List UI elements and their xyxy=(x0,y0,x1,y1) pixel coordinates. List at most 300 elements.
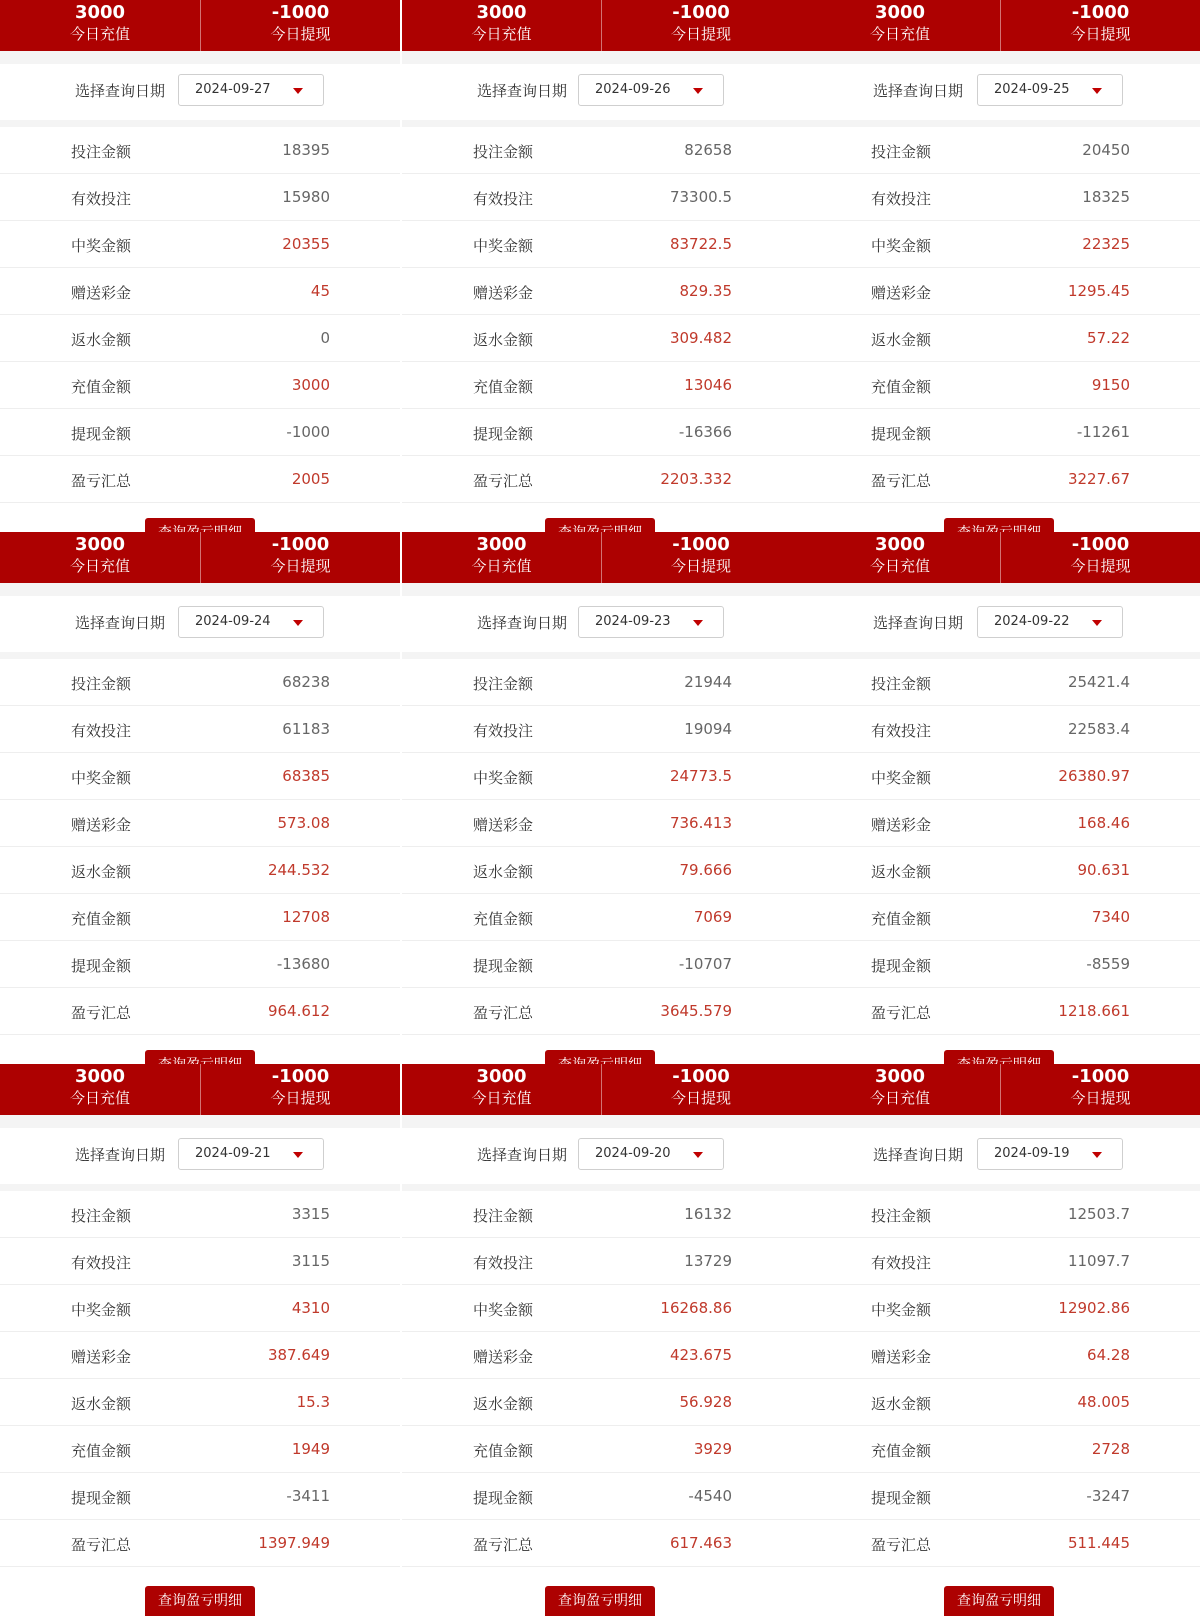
stat-value: 3645.579 xyxy=(660,1002,732,1020)
today-recharge xyxy=(0,532,200,583)
stat-row xyxy=(402,847,800,894)
daily-report-panel xyxy=(402,0,800,532)
date-filter-label: 选择查询日期 xyxy=(477,82,568,100)
today-withdraw-label: 今日提现 xyxy=(1070,25,1131,43)
stat-row xyxy=(402,127,800,174)
divider-band xyxy=(402,51,800,64)
stats-list xyxy=(800,659,1200,1035)
divider-band xyxy=(800,51,1200,64)
chevron-down-icon xyxy=(1092,620,1102,626)
summary-header xyxy=(0,0,400,51)
stats-list xyxy=(402,127,800,503)
stat-row xyxy=(0,221,400,268)
stat-value: 964.612 xyxy=(267,1002,330,1020)
stat-label: 有效投注 xyxy=(71,722,132,740)
divider-band xyxy=(0,652,400,659)
stat-label: 提现金额 xyxy=(71,957,132,975)
stat-row xyxy=(402,706,800,753)
stat-row xyxy=(402,1520,800,1567)
stat-row xyxy=(800,1379,1200,1426)
today-recharge-label: 今日充值 xyxy=(69,557,130,575)
divider-band xyxy=(0,120,400,127)
stat-label: 有效投注 xyxy=(473,1254,534,1272)
divider-band xyxy=(800,1115,1200,1128)
stat-row xyxy=(402,941,800,988)
stat-row xyxy=(0,1238,400,1285)
stat-row xyxy=(800,127,1200,174)
stat-label: 盈亏汇总 xyxy=(71,1004,132,1022)
date-filter-label: 选择查询日期 xyxy=(75,1146,166,1164)
stat-row xyxy=(0,409,400,456)
stat-value: 83722.5 xyxy=(669,235,732,253)
date-select[interactable] xyxy=(578,1138,724,1170)
date-select-value: 2024-09-23 xyxy=(595,614,671,629)
stat-value: 11097.7 xyxy=(1067,1252,1130,1270)
stat-label: 赠送彩金 xyxy=(473,816,534,834)
stat-row xyxy=(800,174,1200,221)
stat-row xyxy=(402,1332,800,1379)
stat-label: 中奖金额 xyxy=(871,237,932,255)
stats-list xyxy=(0,659,400,1035)
today-withdraw-value: -1000 xyxy=(271,2,330,23)
stat-label: 投注金额 xyxy=(71,143,132,161)
stat-label: 充值金额 xyxy=(871,910,932,928)
stat-row xyxy=(402,800,800,847)
stat-row xyxy=(402,456,800,503)
stat-value: -4540 xyxy=(688,1487,732,1505)
stat-label: 赠送彩金 xyxy=(71,816,132,834)
stat-value: 244.532 xyxy=(267,861,330,879)
today-withdraw-value: -1000 xyxy=(672,1066,730,1087)
stat-value: 90.631 xyxy=(1077,861,1130,879)
stat-row xyxy=(402,988,800,1035)
stat-value: -10707 xyxy=(678,955,732,973)
today-recharge xyxy=(0,1064,200,1115)
stat-row xyxy=(800,894,1200,941)
divider-band xyxy=(0,583,400,596)
today-withdraw xyxy=(200,1064,400,1115)
chevron-down-icon xyxy=(693,88,703,94)
stat-value: 3000 xyxy=(291,376,330,394)
stats-list xyxy=(800,127,1200,503)
daily-report-panel xyxy=(800,0,1200,532)
stat-row xyxy=(0,941,400,988)
summary-header xyxy=(800,532,1200,583)
stat-value: 12503.7 xyxy=(1067,1205,1130,1223)
today-withdraw-label: 今日提现 xyxy=(270,557,331,575)
stat-label: 中奖金额 xyxy=(473,1301,534,1319)
query-profit-detail-button[interactable]: 查询盈亏明细 xyxy=(145,1586,255,1616)
today-recharge xyxy=(800,0,1000,51)
stat-row xyxy=(800,456,1200,503)
stat-value: 20355 xyxy=(282,235,330,253)
stat-label: 盈亏汇总 xyxy=(71,1536,132,1554)
stat-row xyxy=(0,127,400,174)
stat-row xyxy=(0,362,400,409)
stat-value: 3227.67 xyxy=(1067,470,1130,488)
stat-row xyxy=(0,315,400,362)
stat-row xyxy=(800,1426,1200,1473)
stat-label: 投注金额 xyxy=(473,143,534,161)
daily-report-panel xyxy=(402,532,800,1064)
chevron-down-icon xyxy=(693,1152,703,1158)
stat-label: 中奖金额 xyxy=(71,1301,132,1319)
date-filter-row xyxy=(0,64,400,120)
stat-value: 68238 xyxy=(282,673,330,691)
stat-row xyxy=(0,1473,400,1520)
chevron-down-icon xyxy=(1092,1152,1102,1158)
today-recharge-label: 今日充值 xyxy=(869,1089,930,1107)
stat-row xyxy=(800,753,1200,800)
stat-row xyxy=(800,706,1200,753)
stat-row xyxy=(800,1191,1200,1238)
date-select-value: 2024-09-24 xyxy=(195,614,271,629)
stat-row xyxy=(402,409,800,456)
stat-row xyxy=(0,456,400,503)
stat-row xyxy=(402,1191,800,1238)
divider-band xyxy=(800,120,1200,127)
stat-value: 48.005 xyxy=(1077,1393,1130,1411)
today-withdraw-label: 今日提现 xyxy=(270,25,331,43)
date-select[interactable] xyxy=(578,74,724,106)
summary-header xyxy=(402,532,800,583)
today-withdraw-value: -1000 xyxy=(1071,1066,1130,1087)
date-select-value: 2024-09-22 xyxy=(994,614,1070,629)
stat-value: 15980 xyxy=(282,188,330,206)
chevron-down-icon xyxy=(293,620,303,626)
date-filter-row xyxy=(0,596,400,652)
stat-row xyxy=(0,753,400,800)
stat-value: 61183 xyxy=(282,720,330,738)
stat-value: 20450 xyxy=(1082,141,1130,159)
divider-band xyxy=(402,583,800,596)
stat-label: 投注金额 xyxy=(473,675,534,693)
stat-value: 1949 xyxy=(291,1440,330,1458)
today-withdraw xyxy=(601,532,800,583)
stat-row xyxy=(402,315,800,362)
daily-report-panel xyxy=(800,1064,1200,1609)
today-withdraw-label: 今日提现 xyxy=(670,25,731,43)
stat-row xyxy=(0,800,400,847)
today-recharge-label: 今日充值 xyxy=(471,557,532,575)
today-withdraw xyxy=(1000,532,1200,583)
today-withdraw-value: -1000 xyxy=(271,534,330,555)
divider-band xyxy=(800,583,1200,596)
stat-row xyxy=(402,894,800,941)
stat-value: 387.649 xyxy=(267,1346,330,1364)
stat-label: 返水金额 xyxy=(71,331,132,349)
stat-label: 赠送彩金 xyxy=(871,816,932,834)
stat-row xyxy=(402,659,800,706)
stat-label: 返水金额 xyxy=(71,863,132,881)
today-recharge xyxy=(402,1064,601,1115)
stat-label: 赠送彩金 xyxy=(71,284,132,302)
today-recharge xyxy=(0,0,200,51)
divider-band xyxy=(0,1184,400,1191)
today-recharge-label: 今日充值 xyxy=(869,25,930,43)
stat-label: 中奖金额 xyxy=(871,1301,932,1319)
stat-row xyxy=(0,894,400,941)
stat-row xyxy=(0,988,400,1035)
stat-row xyxy=(800,221,1200,268)
stat-label: 赠送彩金 xyxy=(71,1348,132,1366)
stat-label: 返水金额 xyxy=(71,1395,132,1413)
stat-value: 68385 xyxy=(282,767,330,785)
stat-value: 9150 xyxy=(1091,376,1130,394)
daily-report-panel xyxy=(0,1064,400,1609)
stat-value: 79.666 xyxy=(679,861,732,879)
date-select[interactable] xyxy=(178,74,324,106)
stat-value: 13729 xyxy=(684,1252,732,1270)
stat-label: 盈亏汇总 xyxy=(871,1536,932,1554)
date-filter-row xyxy=(402,64,800,120)
date-select[interactable] xyxy=(977,74,1123,106)
date-select[interactable] xyxy=(578,606,724,638)
stat-value: 19094 xyxy=(684,720,732,738)
stat-row xyxy=(800,659,1200,706)
today-withdraw xyxy=(200,0,400,51)
daily-report-panel xyxy=(800,532,1200,1064)
stat-value: 18395 xyxy=(282,141,330,159)
chevron-down-icon xyxy=(293,1152,303,1158)
stat-value: 15.3 xyxy=(296,1393,330,1411)
stat-row xyxy=(402,1285,800,1332)
stat-row xyxy=(0,1379,400,1426)
today-recharge-label: 今日充值 xyxy=(69,25,130,43)
stat-label: 充值金额 xyxy=(71,378,132,396)
today-recharge xyxy=(800,1064,1000,1115)
date-select[interactable] xyxy=(977,1138,1123,1170)
today-recharge-value: 3000 xyxy=(476,2,527,23)
today-withdraw xyxy=(200,532,400,583)
stat-value: -3247 xyxy=(1086,1487,1130,1505)
stat-label: 返水金额 xyxy=(871,1395,932,1413)
stat-label: 提现金额 xyxy=(473,957,534,975)
stat-row xyxy=(402,174,800,221)
today-withdraw-label: 今日提现 xyxy=(270,1089,331,1107)
divider-band xyxy=(800,652,1200,659)
stat-value: 1397.949 xyxy=(258,1534,330,1552)
stat-label: 充值金额 xyxy=(473,910,534,928)
stat-row xyxy=(402,1379,800,1426)
today-recharge-value: 3000 xyxy=(874,1066,926,1087)
stat-label: 赠送彩金 xyxy=(871,1348,932,1366)
stat-label: 盈亏汇总 xyxy=(71,472,132,490)
today-withdraw-label: 今日提现 xyxy=(1070,557,1131,575)
stat-label: 返水金额 xyxy=(871,863,932,881)
stat-label: 提现金额 xyxy=(71,425,132,443)
stats-list xyxy=(402,659,800,1035)
stat-value: 3315 xyxy=(291,1205,330,1223)
stat-value: 22583.4 xyxy=(1067,720,1130,738)
stat-label: 有效投注 xyxy=(71,1254,132,1272)
today-withdraw-label: 今日提现 xyxy=(1070,1089,1131,1107)
date-select-value: 2024-09-19 xyxy=(994,1146,1070,1161)
stat-row xyxy=(800,1332,1200,1379)
date-filter-row xyxy=(402,596,800,652)
date-select-value: 2024-09-21 xyxy=(195,1146,271,1161)
stat-row xyxy=(402,1426,800,1473)
stats-list xyxy=(0,1191,400,1567)
today-withdraw xyxy=(1000,1064,1200,1115)
stat-value: 617.463 xyxy=(669,1534,732,1552)
stat-label: 投注金额 xyxy=(473,1207,534,1225)
today-recharge-label: 今日充值 xyxy=(869,557,930,575)
stat-label: 返水金额 xyxy=(473,863,534,881)
stat-value: -11261 xyxy=(1076,423,1130,441)
query-profit-detail-button[interactable]: 查询盈亏明细 xyxy=(545,1586,655,1616)
today-withdraw xyxy=(601,1064,800,1115)
date-select-value: 2024-09-20 xyxy=(595,1146,671,1161)
divider-band xyxy=(402,120,800,127)
stat-label: 有效投注 xyxy=(473,722,534,740)
stat-value: -3411 xyxy=(286,1487,330,1505)
stat-value: 24773.5 xyxy=(669,767,732,785)
stat-value: 73300.5 xyxy=(669,188,732,206)
date-select[interactable] xyxy=(178,606,324,638)
stat-label: 中奖金额 xyxy=(71,769,132,787)
stat-label: 返水金额 xyxy=(473,331,534,349)
stat-value: 2005 xyxy=(291,470,330,488)
stat-label: 充值金额 xyxy=(71,1442,132,1460)
stat-row xyxy=(800,315,1200,362)
stat-label: 盈亏汇总 xyxy=(473,1004,534,1022)
stat-value: 7340 xyxy=(1091,908,1130,926)
summary-header xyxy=(402,0,800,51)
stat-row xyxy=(800,1238,1200,1285)
stat-value: 4310 xyxy=(291,1299,330,1317)
stat-row xyxy=(402,753,800,800)
date-filter-label: 选择查询日期 xyxy=(75,82,166,100)
stat-label: 提现金额 xyxy=(473,425,534,443)
divider-band xyxy=(0,1115,400,1128)
today-recharge xyxy=(402,532,601,583)
stat-row xyxy=(800,988,1200,1035)
stat-value: 57.22 xyxy=(1087,329,1130,347)
stat-row xyxy=(0,174,400,221)
stat-label: 充值金额 xyxy=(473,378,534,396)
date-filter-row xyxy=(800,1128,1200,1184)
daily-report-panel xyxy=(402,1064,800,1609)
today-withdraw-value: -1000 xyxy=(1071,534,1130,555)
stat-label: 赠送彩金 xyxy=(871,284,932,302)
today-recharge-label: 今日充值 xyxy=(471,1089,532,1107)
stat-row xyxy=(800,941,1200,988)
stat-value: 82658 xyxy=(684,141,732,159)
stat-label: 赠送彩金 xyxy=(473,284,534,302)
stat-label: 有效投注 xyxy=(473,190,534,208)
stat-value: 829.35 xyxy=(679,282,732,300)
stat-value: -8559 xyxy=(1086,955,1130,973)
stat-value: 2728 xyxy=(1091,1440,1130,1458)
stat-row xyxy=(0,1191,400,1238)
date-select-value: 2024-09-26 xyxy=(595,82,671,97)
stat-label: 返水金额 xyxy=(473,1395,534,1413)
date-filter-label: 选择查询日期 xyxy=(477,614,568,632)
query-profit-detail-button[interactable]: 查询盈亏明细 xyxy=(944,1586,1054,1616)
stat-row xyxy=(0,659,400,706)
stat-row xyxy=(402,221,800,268)
stat-label: 提现金额 xyxy=(71,1489,132,1507)
stat-value: 21944 xyxy=(684,673,732,691)
stat-row xyxy=(402,362,800,409)
stat-row xyxy=(800,409,1200,456)
stat-row xyxy=(402,1238,800,1285)
stat-value: 56.928 xyxy=(679,1393,732,1411)
stat-value: 12708 xyxy=(282,908,330,926)
stat-value: 7069 xyxy=(693,908,732,926)
date-filter-label: 选择查询日期 xyxy=(873,1146,964,1164)
today-withdraw-value: -1000 xyxy=(672,534,730,555)
chevron-down-icon xyxy=(693,620,703,626)
stat-row xyxy=(800,268,1200,315)
stat-row xyxy=(0,1332,400,1379)
stat-label: 有效投注 xyxy=(871,1254,932,1272)
divider-band xyxy=(0,51,400,64)
stat-row xyxy=(0,706,400,753)
stat-label: 盈亏汇总 xyxy=(473,1536,534,1554)
stat-value: 22325 xyxy=(1082,235,1130,253)
date-select-value: 2024-09-27 xyxy=(195,82,271,97)
date-select[interactable] xyxy=(178,1138,324,1170)
daily-report-panel xyxy=(0,0,400,532)
stat-label: 盈亏汇总 xyxy=(871,1004,932,1022)
stat-row xyxy=(0,1426,400,1473)
today-recharge-label: 今日充值 xyxy=(69,1089,130,1107)
date-filter-label: 选择查询日期 xyxy=(873,614,964,632)
stat-value: 16268.86 xyxy=(660,1299,732,1317)
date-filter-label: 选择查询日期 xyxy=(873,82,964,100)
today-withdraw-label: 今日提现 xyxy=(670,557,731,575)
stat-value: -1000 xyxy=(286,423,330,441)
stat-label: 盈亏汇总 xyxy=(871,472,932,490)
stat-label: 盈亏汇总 xyxy=(473,472,534,490)
chevron-down-icon xyxy=(1092,88,1102,94)
stat-row xyxy=(800,847,1200,894)
stat-value: 511.445 xyxy=(1067,1534,1130,1552)
stat-value: 64.28 xyxy=(1087,1346,1130,1364)
stat-label: 中奖金额 xyxy=(473,769,534,787)
stat-label: 中奖金额 xyxy=(871,769,932,787)
summary-header xyxy=(800,1064,1200,1115)
summary-header xyxy=(800,0,1200,51)
stat-value: 423.675 xyxy=(669,1346,732,1364)
today-recharge-value: 3000 xyxy=(74,2,126,23)
stat-label: 提现金额 xyxy=(871,425,932,443)
summary-header xyxy=(402,1064,800,1115)
stat-value: 1295.45 xyxy=(1067,282,1130,300)
stat-value: 168.46 xyxy=(1077,814,1130,832)
date-select-value: 2024-09-25 xyxy=(994,82,1070,97)
date-filter-row xyxy=(800,596,1200,652)
stat-value: 309.482 xyxy=(669,329,732,347)
stats-list xyxy=(0,127,400,503)
stat-value: 573.08 xyxy=(277,814,330,832)
stat-value: 45 xyxy=(310,282,330,300)
today-withdraw xyxy=(1000,0,1200,51)
stats-list xyxy=(800,1191,1200,1567)
stat-label: 中奖金额 xyxy=(71,237,132,255)
date-filter-label: 选择查询日期 xyxy=(477,1146,568,1164)
today-recharge xyxy=(402,0,601,51)
stat-value: 2203.332 xyxy=(660,470,732,488)
stat-value: 25421.4 xyxy=(1067,673,1130,691)
today-recharge-value: 3000 xyxy=(74,534,126,555)
date-select[interactable] xyxy=(977,606,1123,638)
today-recharge-value: 3000 xyxy=(874,534,926,555)
stat-value: -16366 xyxy=(678,423,732,441)
today-withdraw-label: 今日提现 xyxy=(670,1089,731,1107)
